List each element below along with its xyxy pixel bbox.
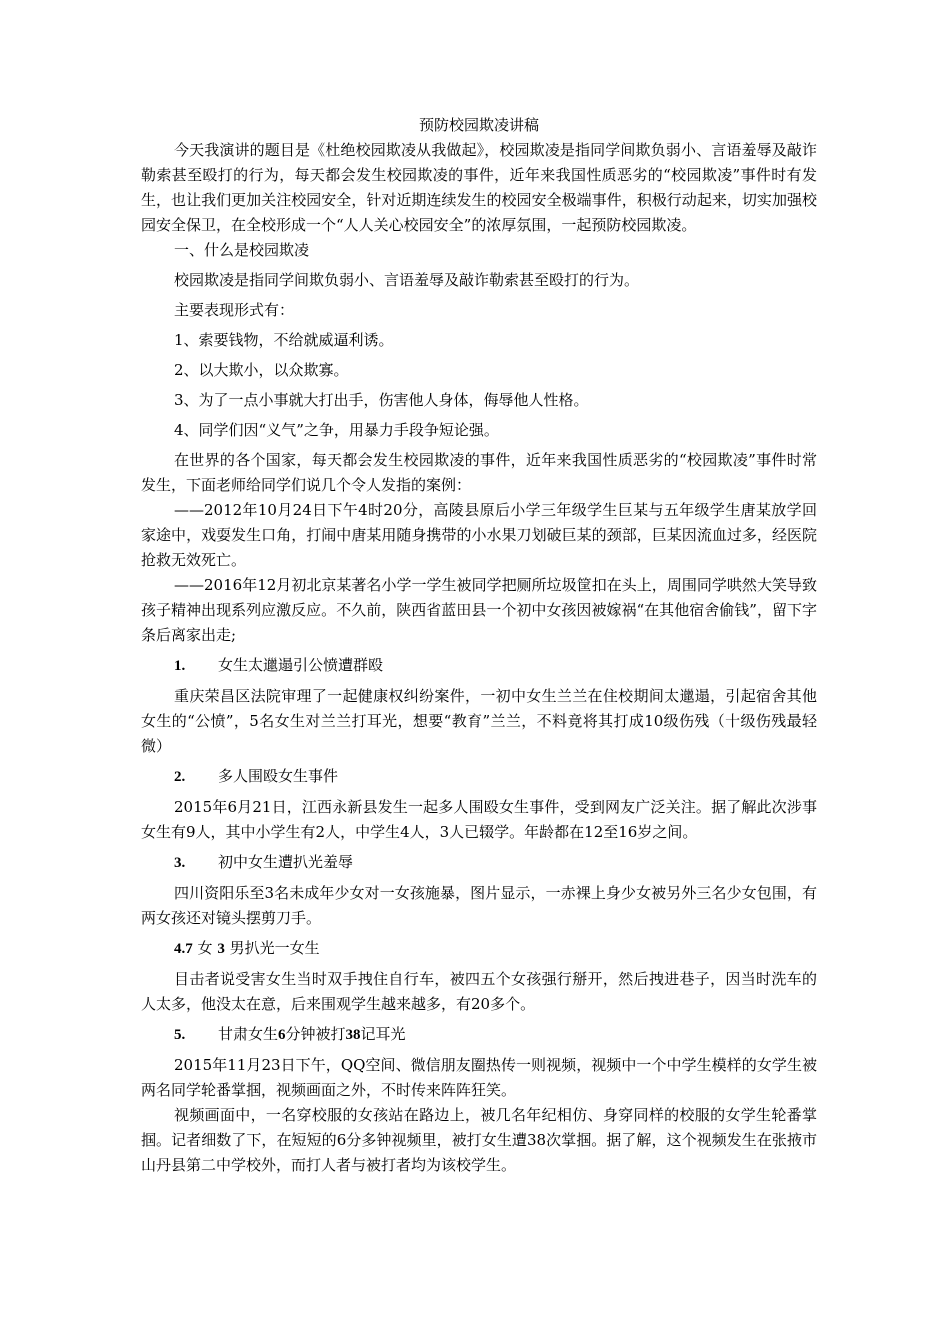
intro-paragraph: 今天我演讲的题目是《杜绝校园欺凌从我做起》，校园欺凌是指同学间欺负弱小、言语羞辱及敲诈勒索甚至殴打的行为，每天都会发生校园欺凌的事件，近年来我国性质恶劣的“校园欺凌”事件时有发生，也让我们更加关注校园安全，针对近期连续发生的校园安全极端事件，积极行动起来，切实加强校园安全保卫，在全校形成一个“人人关心校园安全”的浓厚氛围，一起预防校园欺凌。 bbox=[141, 141, 817, 234]
form-item: 2、以大欺小，以众欺寡。 bbox=[174, 361, 349, 379]
case-body-5a: 2015年11月23日下午，QQ空间、微信朋友圈热传一则视频，视频中一个中学生模样的女学生被两名同学轮番掌掴，视频画面之外，不时传来阵阵狂笑。 bbox=[141, 1056, 817, 1099]
case-title: 多人围殴女生事件 bbox=[218, 767, 339, 785]
form-item: 3、为了一点小事就大打出手，伤害他人身体，侮辱他人性格。 bbox=[174, 391, 589, 409]
case-title-part: 记耳光 bbox=[360, 1025, 406, 1043]
case-heading-4 bbox=[141, 936, 817, 962]
case-title-part: 甘肃女生 bbox=[218, 1025, 279, 1043]
case-heading-2 bbox=[141, 764, 817, 790]
case-heading-1 bbox=[141, 653, 817, 679]
case-title-part: 分钟被打 bbox=[285, 1025, 346, 1043]
form-item: 1、索要钱物，不给就威逼利诱。 bbox=[174, 331, 394, 349]
case-title-number: 38 bbox=[345, 1027, 361, 1043]
case-title-part: 男扒光一女生 bbox=[229, 939, 320, 957]
case-body-5b: 视频画面中，一名穿校服的女孩站在路边上，被几名年纪相仿、身穿同样的校服的女学生轮番掌掴。记者细数了下，在短短的6分多钟视频里，被打女生遭38次掌掴。据了解，这个视频发生在张掖市山丹县第二中学校外，而打人者与被打者均为该校学生。 bbox=[141, 1106, 817, 1174]
case-2016-paragraph: ——2016年12月初北京某著名小学一学生被同学把厕所垃圾筐扣在头上，周围同学哄然大笑导致孩子精神出现系列应激反应。不久前，陕西省蓝田县一个初中女孩因被嫁祸“在其他宿舍偷钱”，留下字条后离家出走; bbox=[141, 576, 817, 644]
case-body-1: 重庆荣昌区法院审理了一起健康权纠纷案件，一初中女生兰兰在住校期间太邋遢，引起宿舍其他女生的“公愤”，5名女生对兰兰打耳光，想要“教育”兰兰，不料竟将其打成10级伤残（十级伤残最轻微） bbox=[141, 687, 817, 755]
case-body-3: 四川资阳乐至3名未成年少女对一女孩施暴，图片显示，一赤裸上身少女被另外三名少女包围，有两女孩还对镜头摆剪刀手。 bbox=[141, 884, 817, 927]
case-number: 5. bbox=[174, 1027, 186, 1043]
case-body-2: 2015年6月21日，江西永新县发生一起多人围殴女生事件，受到网友广泛关注。据了解此次涉事女生有9人，其中小学生有2人，中学生4人，3人已辍学。年龄都在12至16岁之间。 bbox=[141, 798, 817, 841]
case-number: 2. bbox=[174, 769, 186, 785]
case-2012-paragraph: ——2012年10月24日下午4时20分，高陵县原后小学三年级学生巨某与五年级学生唐某放学回家途中，戏耍发生口角，打闹中唐某用随身携带的小水果刀划破巨某的颈部，巨某因流血过多，经医院抢救无效死亡。 bbox=[141, 501, 817, 569]
form-item: 4、同学们因“义气”之争，用暴力手段争短论强。 bbox=[174, 421, 499, 439]
case-number: 4.7 bbox=[174, 941, 193, 957]
case-title-part: 女 bbox=[197, 939, 213, 957]
case-title: 女生太邋遢引公愤遭群殴 bbox=[218, 656, 384, 674]
document-title: 预防校园欺凌讲稿 bbox=[418, 116, 539, 134]
case-heading-3 bbox=[141, 850, 817, 876]
case-title-number: 6 bbox=[278, 1027, 286, 1043]
definition-paragraph: 校园欺凌是指同学间欺负弱小、言语羞辱及敲诈勒索甚至殴打的行为。 bbox=[174, 271, 640, 289]
document-page bbox=[141, 112, 817, 1178]
forms-heading: 主要表现形式有： bbox=[174, 301, 295, 319]
cases-intro-paragraph: 在世界的各个国家，每天都会发生校园欺凌的事件，近年来我国性质恶劣的“校园欺凌”事件时常发生，下面老师给同学们说几个令人发指的案例： bbox=[141, 451, 817, 494]
case-number: 1. bbox=[174, 658, 186, 674]
section-heading: 一、什么是校园欺凌 bbox=[174, 241, 310, 259]
case-body-4: 目击者说受害女生当时双手拽住自行车，被四五个女孩强行掰开，然后拽进巷子，因当时洗车的人太多，他没太在意，后来围观学生越来越多，有20多个。 bbox=[141, 970, 817, 1013]
case-heading-5 bbox=[141, 1022, 817, 1048]
case-title-number: 3 bbox=[217, 941, 225, 957]
case-number: 3. bbox=[174, 855, 186, 871]
case-title: 初中女生遭扒光羞辱 bbox=[218, 853, 354, 871]
